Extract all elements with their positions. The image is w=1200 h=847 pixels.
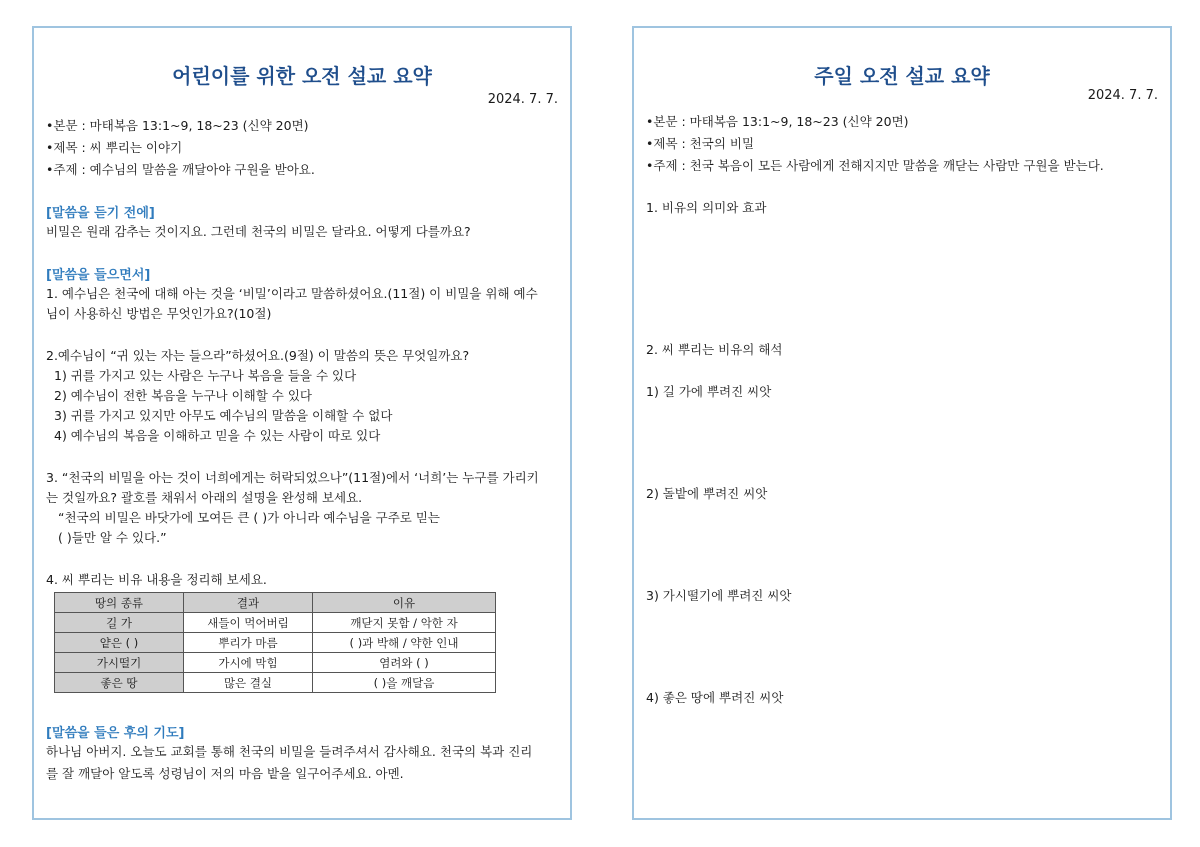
section-1-heading: 1. 비유의 의미와 효과: [646, 200, 767, 215]
question-3-line-1: 3. “천국의 비밀을 아는 것이 너희에게는 허락되었으나”(11절)에서 ‘너희’는 누구를 가리키: [46, 470, 539, 485]
table-cell: 많은 결실: [184, 673, 313, 693]
theme-line: •주제 : 예수님의 말씀을 깨달아야 구원을 받아요.: [46, 162, 315, 177]
table-row: [55, 673, 496, 693]
table-header: 땅의 종류: [55, 593, 184, 613]
question-2-option-4: 4) 예수님의 복음을 이해하고 믿을 수 있는 사람이 따로 있다: [54, 428, 381, 443]
question-1-line-1: 1. 예수님은 천국에 대해 아는 것을 ‘비밀’이라고 말씀하셨어요.(11절) 이 비밀을 위해 예수: [46, 286, 538, 301]
table-cell: 가시떨기: [55, 653, 184, 673]
page-title: 어린이를 위한 오전 설교 요약: [172, 64, 432, 88]
table-cell: 새들이 먹어버림: [184, 613, 313, 633]
section-2-heading: 2. 씨 뿌리는 비유의 해석: [646, 342, 783, 357]
prayer-line-1: 하나님 아버지. 오늘도 교회를 통해 천국의 비밀을 들려주셔서 감사해요. 천국의 복과 진리: [46, 744, 533, 759]
question-3-line-3: “천국의 비밀은 바닷가에 모여든 큰 ( )가 아니라 예수님을 구주로 믿는: [58, 510, 440, 525]
before-text: 비밀은 원래 감추는 것이지요. 그런데 천국의 비밀은 달라요. 어떻게 다를까요?: [46, 224, 471, 239]
soil-table: [54, 592, 496, 693]
item-roadside: 1) 길 가에 뿌려진 씨앗: [646, 384, 772, 399]
table-cell: ( )을 깨달음: [313, 673, 496, 693]
question-2: 2.예수님이 “귀 있는 자는 들으라”하셨어요.(9절) 이 말씀의 뜻은 무엇일까요?: [46, 348, 470, 363]
table-cell: 길 가: [55, 613, 184, 633]
during-heading: [말씀을 들으면서]: [46, 268, 151, 283]
question-3-line-4: ( )들만 알 수 있다.”: [58, 530, 167, 545]
question-4: 4. 씨 뿌리는 비유 내용을 정리해 보세요.: [46, 572, 267, 587]
table-cell: ( )과 박해 / 약한 인내: [313, 633, 496, 653]
theme-line: •주제 : 천국 복음이 모든 사람에게 전해지지만 말씀을 깨닫는 사람만 구원을 받는다.: [646, 158, 1104, 173]
question-3-line-2: 는 것일까요? 괄호를 채워서 아래의 설명을 완성해 보세요.: [46, 490, 363, 505]
table-header: 결과: [184, 593, 313, 613]
table-cell: 좋은 땅: [55, 673, 184, 693]
item-thorns: 3) 가시떨기에 뿌려진 씨앗: [646, 588, 792, 603]
table-cell: 깨닫지 못함 / 악한 자: [313, 613, 496, 633]
before-heading: [말씀을 듣기 전에]: [46, 206, 155, 221]
item-good-soil: 4) 좋은 땅에 뿌려진 씨앗: [646, 690, 784, 705]
table-cell: 얕은 ( ): [55, 633, 184, 653]
table-header: 이유: [313, 593, 496, 613]
table-cell: 뿌리가 마름: [184, 633, 313, 653]
item-rocky-ground: 2) 돌밭에 뿌려진 씨앗: [646, 486, 768, 501]
sermon-title-line: •제목 : 씨 뿌리는 이야기: [46, 140, 183, 155]
question-2-option-2: 2) 예수님이 전한 복음을 누구나 이해할 수 있다: [54, 388, 312, 403]
sermon-date: 2024. 7. 7.: [1087, 88, 1158, 103]
scripture-line: •본문 : 마태복음 13:1~9, 18~23 (신약 20면): [646, 114, 909, 129]
sermon-title-line: •제목 : 천국의 비밀: [646, 136, 755, 151]
sermon-date: 2024. 7. 7.: [487, 92, 558, 107]
table-row: [55, 613, 496, 633]
question-2-option-3: 3) 귀를 가지고 있지만 아무도 예수님의 말씀을 이해할 수 없다: [54, 408, 393, 423]
children-sermon-page: [32, 26, 572, 820]
page-title: 주일 오전 설교 요약: [814, 64, 990, 88]
adult-sermon-page: [632, 26, 1172, 820]
table-row: [55, 653, 496, 673]
table-cell: 가시에 막힘: [184, 653, 313, 673]
question-2-option-1: 1) 귀를 가지고 있는 사람은 누구나 복음을 들을 수 있다: [54, 368, 357, 383]
question-1-line-2: 님이 사용하신 방법은 무엇인가요?(10절): [46, 306, 272, 321]
table-cell: 염려와 ( ): [313, 653, 496, 673]
prayer-line-2: 를 잘 깨달아 알도록 성령님이 저의 마음 밭을 일구어주세요. 아멘.: [46, 766, 404, 781]
table-header-row: [55, 593, 496, 613]
after-heading: [말씀을 들은 후의 기도]: [46, 726, 185, 741]
table-row: [55, 633, 496, 653]
scripture-line: •본문 : 마태복음 13:1~9, 18~23 (신약 20면): [46, 118, 309, 133]
